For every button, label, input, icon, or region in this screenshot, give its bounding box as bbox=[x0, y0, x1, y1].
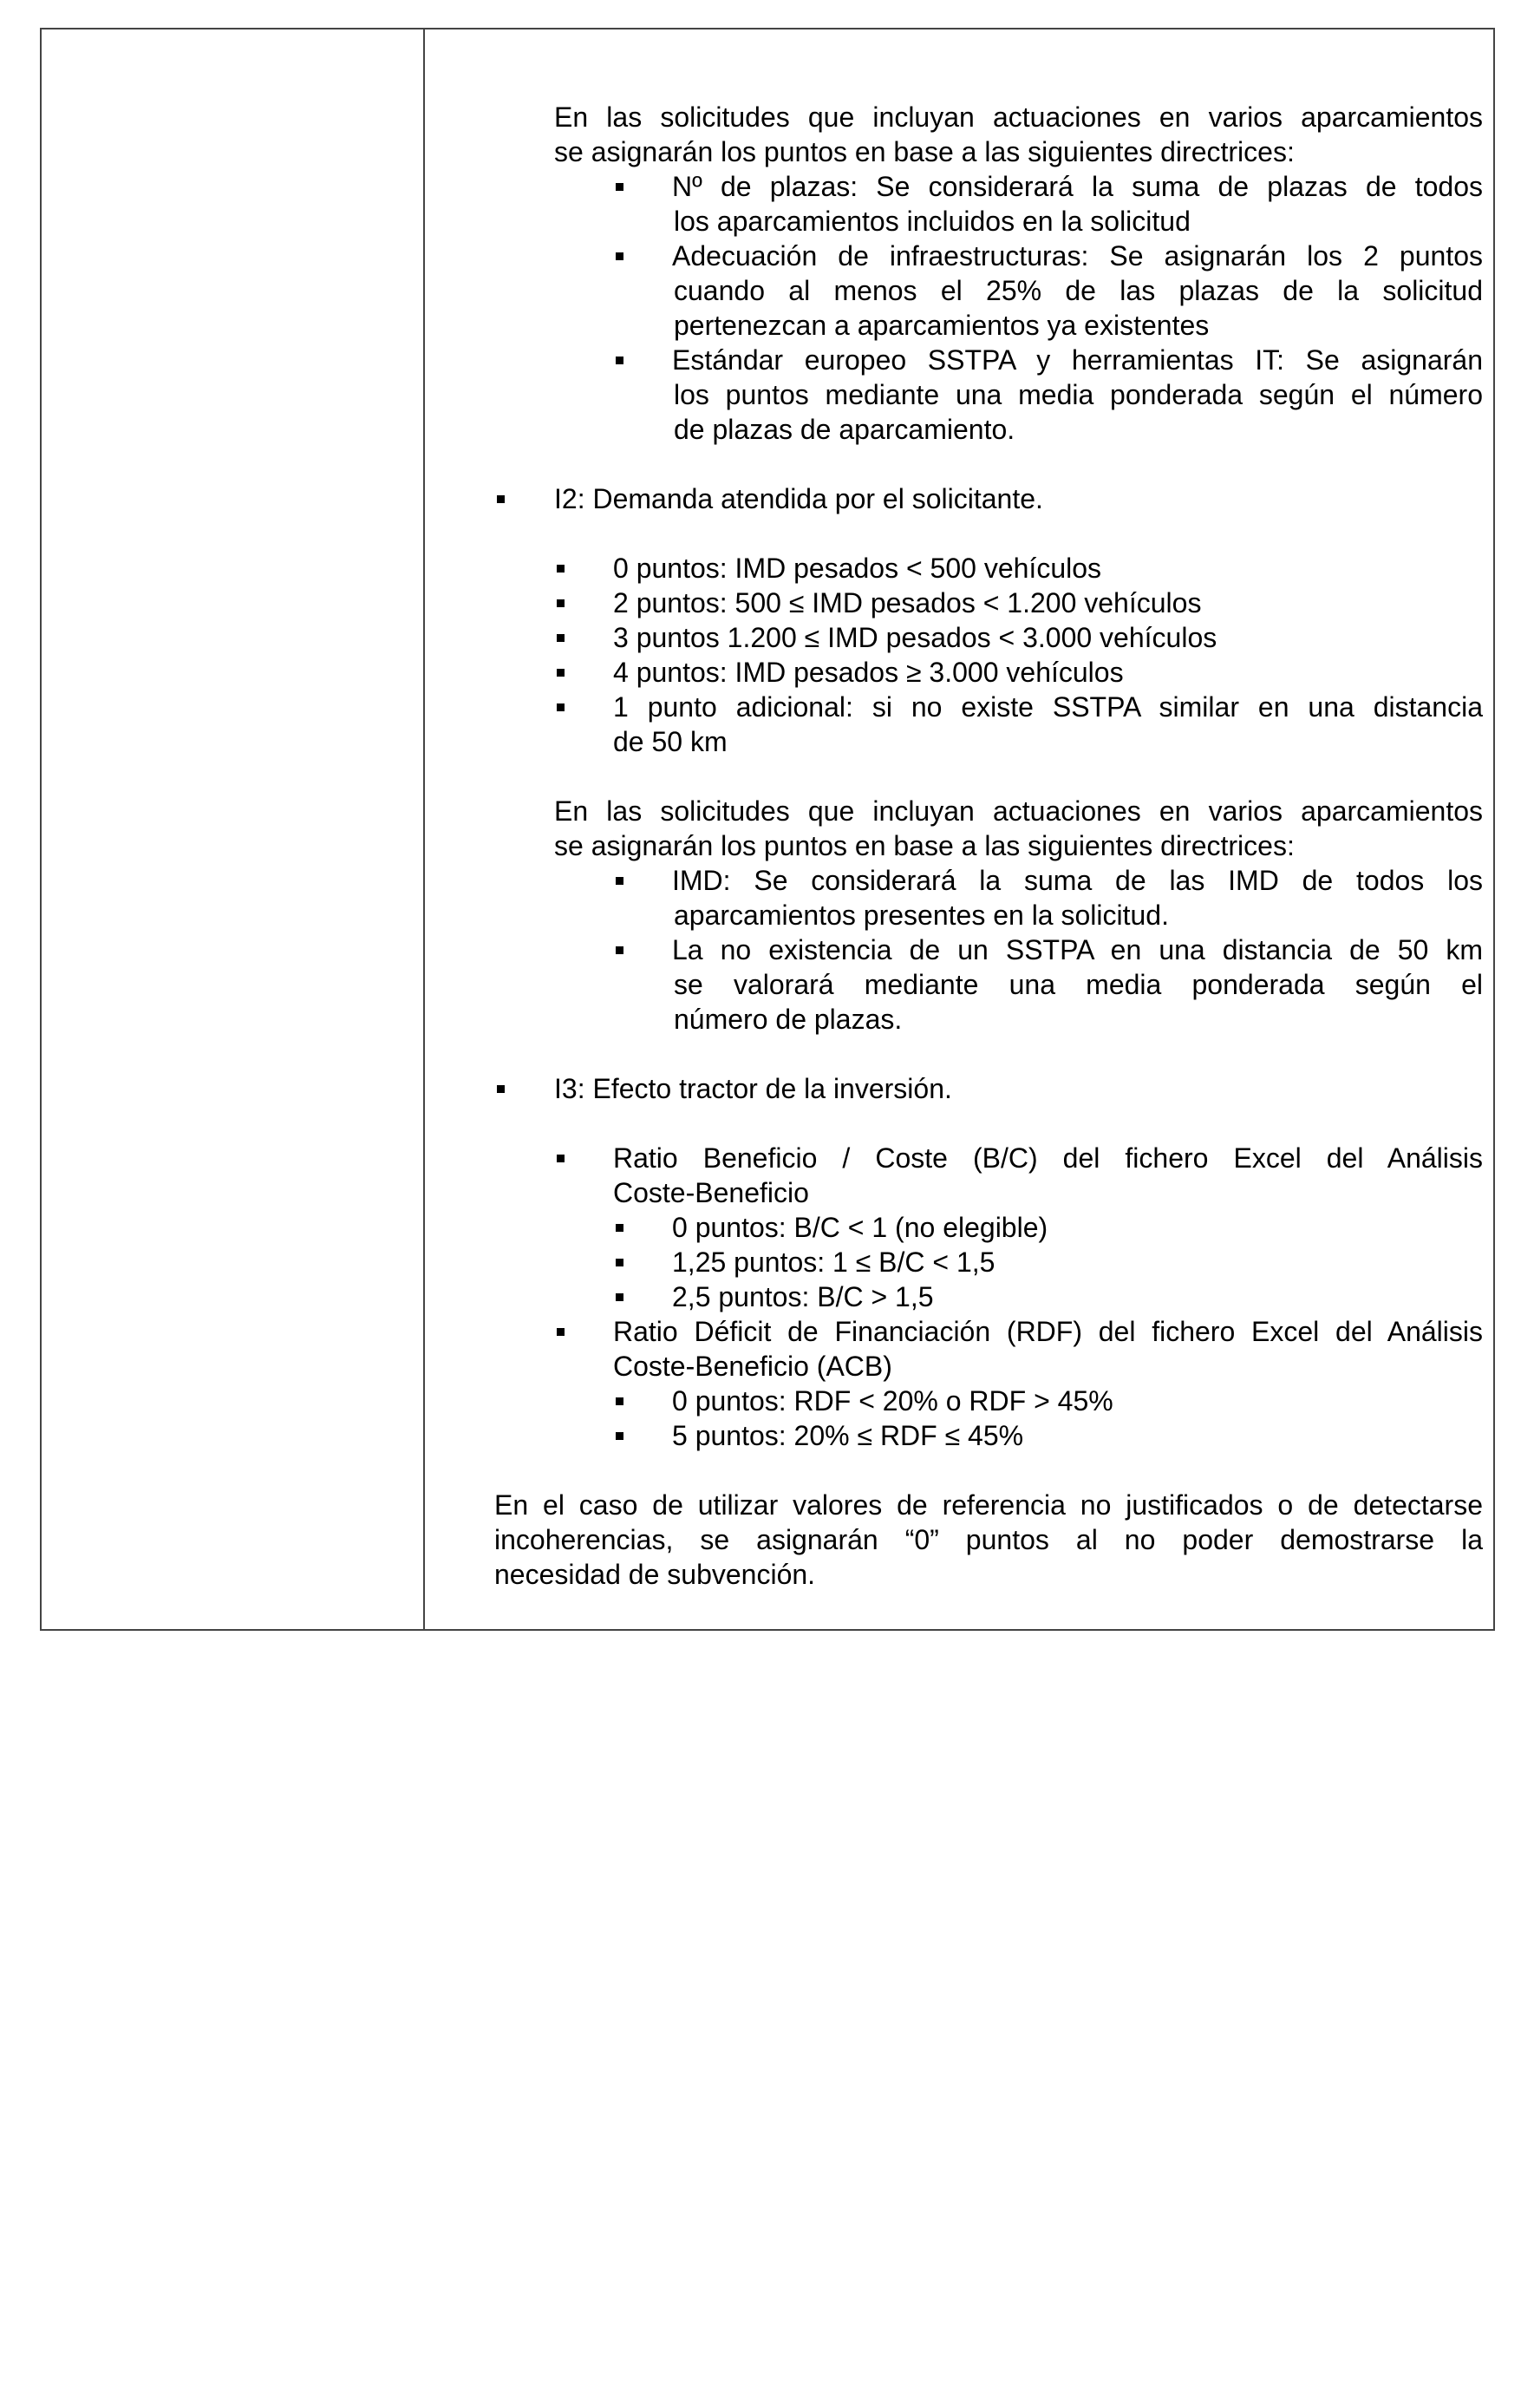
list-item: de plazas de aparcamiento. bbox=[674, 414, 1015, 445]
bullet-icon bbox=[557, 634, 565, 642]
list-item: Ratio Déficit de Financiación (RDF) del fichero Excel del Análisis bbox=[613, 1316, 1483, 1347]
list-item: La no existencia de un SSTPA en una distancia de 50 km bbox=[672, 934, 1483, 965]
column-divider bbox=[423, 29, 425, 1629]
paragraph-line: se asignarán los puntos en base a las siguientes directrices: bbox=[554, 830, 1295, 861]
section-title: I3: Efecto tractor de la inversión. bbox=[554, 1073, 952, 1104]
bullet-icon bbox=[616, 1432, 623, 1440]
list-item: pertenezcan a aparcamientos ya existentes bbox=[674, 310, 1210, 341]
list-item: cuando al menos el 25% de las plazas de la solicitud bbox=[674, 275, 1483, 306]
list-item: 2,5 puntos: B/C > 1,5 bbox=[672, 1281, 934, 1312]
bullet-icon bbox=[557, 703, 565, 711]
paragraph-line: necesidad de subvención. bbox=[494, 1559, 816, 1590]
bullet-icon bbox=[557, 1328, 565, 1336]
list-item: 0 puntos: RDF < 20% o RDF > 45% bbox=[672, 1385, 1113, 1417]
list-item: los aparcamientos incluidos en la solicitud bbox=[674, 206, 1191, 237]
list-item: se valorará mediante una media ponderada según el bbox=[674, 969, 1483, 1000]
bullet-icon bbox=[616, 357, 623, 364]
list-item: IMD: Se considerará la suma de las IMD de todos los bbox=[672, 865, 1483, 896]
list-item: 0 puntos: IMD pesados < 500 vehículos bbox=[613, 553, 1102, 584]
list-item: Ratio Beneficio / Coste (B/C) del fichero Excel del Análisis bbox=[613, 1142, 1483, 1174]
bullet-icon bbox=[557, 565, 565, 573]
list-item: Estándar europeo SSTPA y herramientas IT: Se asignarán bbox=[672, 344, 1483, 376]
bullet-icon bbox=[557, 669, 565, 677]
list-item: los puntos mediante una media ponderada según el número bbox=[674, 379, 1483, 410]
list-item: 1 punto adicional: si no existe SSTPA similar en una distancia bbox=[613, 691, 1483, 723]
list-item: 5 puntos: 20% ≤ RDF ≤ 45% bbox=[672, 1420, 1024, 1451]
bullet-icon bbox=[616, 183, 623, 191]
bullet-icon bbox=[497, 1085, 505, 1093]
section-title: I2: Demanda atendida por el solicitante. bbox=[554, 483, 1043, 514]
list-item: 3 puntos 1.200 ≤ IMD pesados < 3.000 vehículos bbox=[613, 622, 1217, 653]
bullet-icon bbox=[497, 495, 505, 503]
list-item: Coste-Beneficio (ACB) bbox=[613, 1351, 892, 1382]
list-item: número de plazas. bbox=[674, 1004, 903, 1035]
paragraph-line: incoherencias, se asignarán “0” puntos al no poder demostrarse la bbox=[494, 1524, 1483, 1555]
list-item: 0 puntos: B/C < 1 (no elegible) bbox=[672, 1212, 1048, 1243]
bullet-icon bbox=[616, 1224, 623, 1232]
paragraph-line: En las solicitudes que incluyan actuaciones en varios aparcamientos bbox=[554, 795, 1483, 827]
bullet-icon bbox=[616, 1397, 623, 1405]
bullet-icon bbox=[557, 1155, 565, 1162]
bullet-icon bbox=[557, 599, 565, 607]
list-item: Nº de plazas: Se considerará la suma de plazas de todos bbox=[672, 171, 1483, 202]
list-item: aparcamientos presentes en la solicitud. bbox=[674, 900, 1169, 931]
paragraph-line: En las solicitudes que incluyan actuaciones en varios aparcamientos bbox=[554, 101, 1483, 133]
paragraph-line: En el caso de utilizar valores de referencia no justificados o de detectarse bbox=[494, 1489, 1483, 1521]
list-item: 4 puntos: IMD pesados ≥ 3.000 vehículos bbox=[613, 657, 1124, 688]
bullet-icon bbox=[616, 1259, 623, 1266]
bullet-icon bbox=[616, 946, 623, 954]
bullet-icon bbox=[616, 252, 623, 260]
list-item: Adecuación de infraestructuras: Se asignarán los 2 puntos bbox=[672, 240, 1483, 272]
list-item: 2 puntos: 500 ≤ IMD pesados < 1.200 vehículos bbox=[613, 587, 1202, 618]
bullet-icon bbox=[616, 1293, 623, 1301]
bullet-icon bbox=[616, 877, 623, 885]
list-item: Coste-Beneficio bbox=[613, 1177, 809, 1208]
paragraph-line: se asignarán los puntos en base a las siguientes directrices: bbox=[554, 136, 1295, 167]
list-item: 1,25 puntos: 1 ≤ B/C < 1,5 bbox=[672, 1247, 995, 1278]
list-item: de 50 km bbox=[613, 726, 728, 757]
